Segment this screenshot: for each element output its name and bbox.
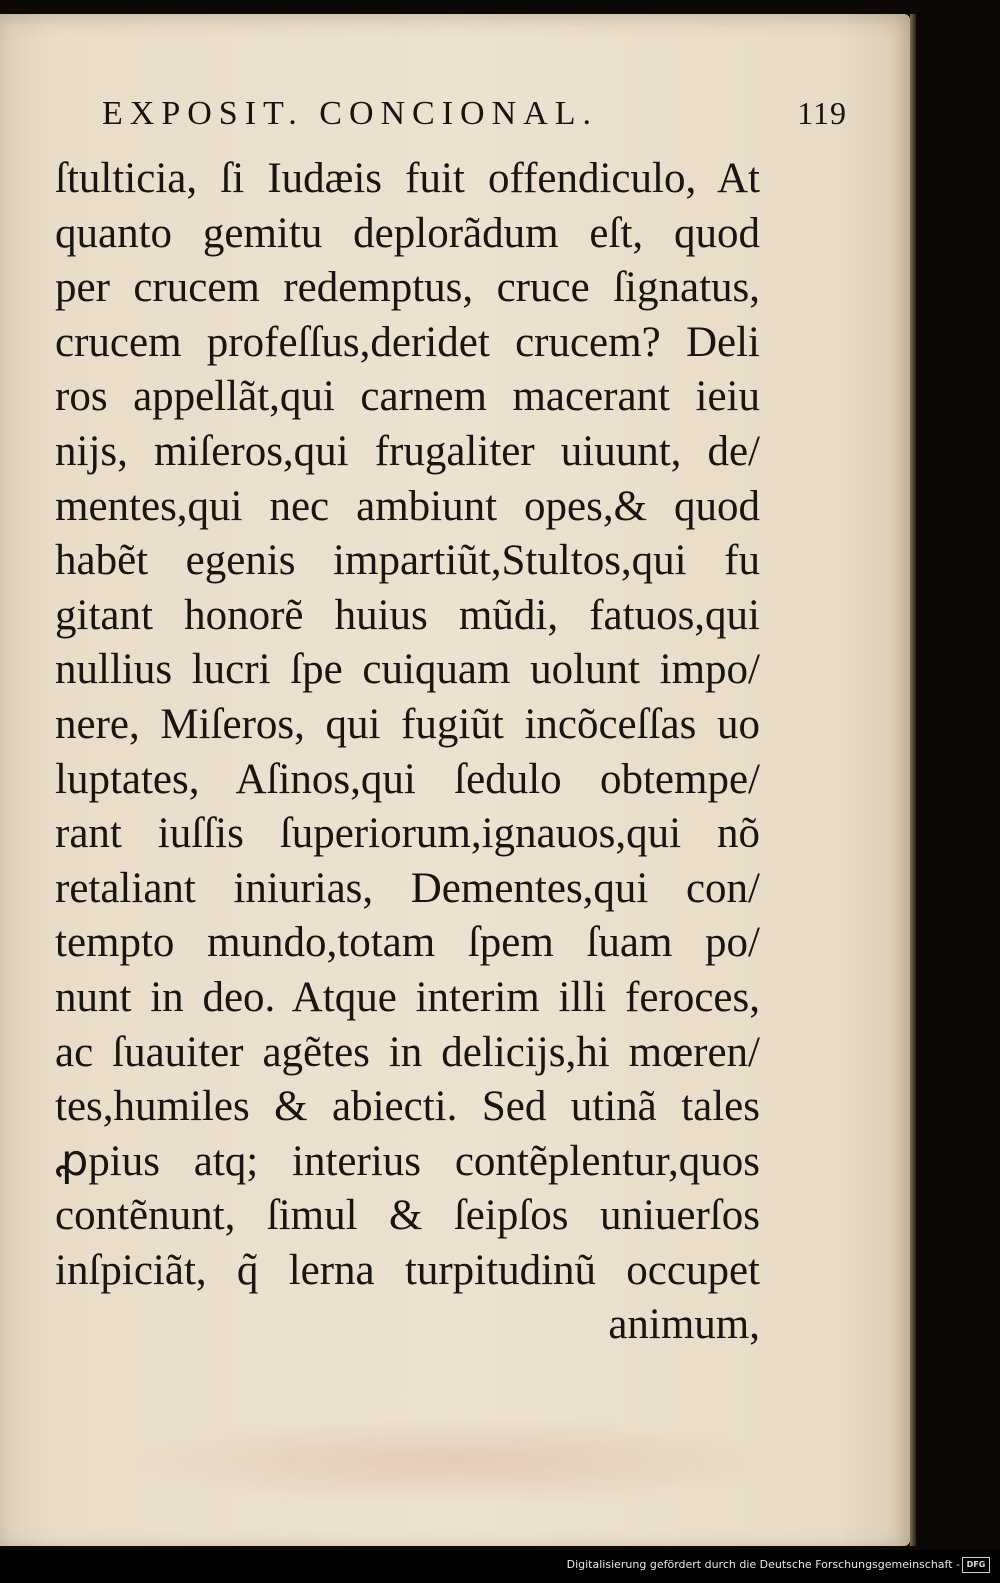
text-line: ros appellãt,qui carnem macerant ieiu: [55, 373, 760, 421]
text-line: ſtulticia, ſi Iudæis fuit offendiculo, At: [55, 155, 760, 202]
text-line: per crucem redemptus, cruce ſignatus,: [55, 264, 760, 312]
text-line: crucem profeſſus,deridet crucem? Deli: [55, 318, 760, 366]
text-line: rant iuſſis ſuperiorum,ignauos,qui nõ: [55, 810, 760, 858]
text-line: habẽt egenis impartiũt,Stultos,qui fu: [55, 537, 760, 585]
text-line: tes,humiles & abiecti. Sed utinã tales: [55, 1083, 760, 1131]
text-line: gitant honorẽ huius mũdi, fatuos,qui: [55, 591, 760, 639]
dfg-logo: DFG: [962, 1557, 990, 1573]
text-line: nunt in deo. Atque interim illi feroces,: [55, 973, 760, 1021]
folio-number: 119: [797, 95, 847, 131]
text-line: nullius lucri ſpe cuiquam uolunt impo/: [55, 646, 760, 694]
text-line: nijs, miſeros,qui frugaliter uiuunt, de/: [55, 427, 760, 475]
running-title: EXPOSIT. CONCIONAL.: [102, 95, 598, 132]
text-line: ac ſuauiter agẽtes in delicijs,hi mœren/: [55, 1028, 760, 1076]
digitization-footer: [0, 1550, 1000, 1583]
body-text: [55, 152, 760, 1353]
text-line: inſpiciãt, q̃ lerna turpitudinũ occupet: [55, 1246, 760, 1294]
text-line: mentes,qui nec ambiunt opes,& quod: [55, 482, 760, 530]
page-header: [102, 95, 847, 141]
text-line: luptates, Aſinos,qui ſedulo obtempe/: [55, 755, 760, 803]
text-line: quanto gemitu deplorãdum eſt, quod: [55, 209, 760, 257]
text-line: retaliant iniurias, Dementes,qui con/: [55, 864, 760, 912]
text-line: nere, Miſeros, qui fugiũt incõceſſas uo: [55, 700, 760, 748]
text-line: ꝓpius atq; interius contẽplentur,quos: [55, 1137, 760, 1185]
funding-credit: Digitalisierung gefördert durch die Deutsche Forschungsgemeinschaft -: [566, 1558, 960, 1571]
text-line: tempto mundo,totam ſpem ſuam po/: [55, 919, 760, 967]
catchword: animum,: [608, 1301, 760, 1349]
page-edge: [910, 14, 916, 1546]
text-line: contẽnunt, ſimul & ſeipſos uniuerſos: [55, 1192, 760, 1240]
